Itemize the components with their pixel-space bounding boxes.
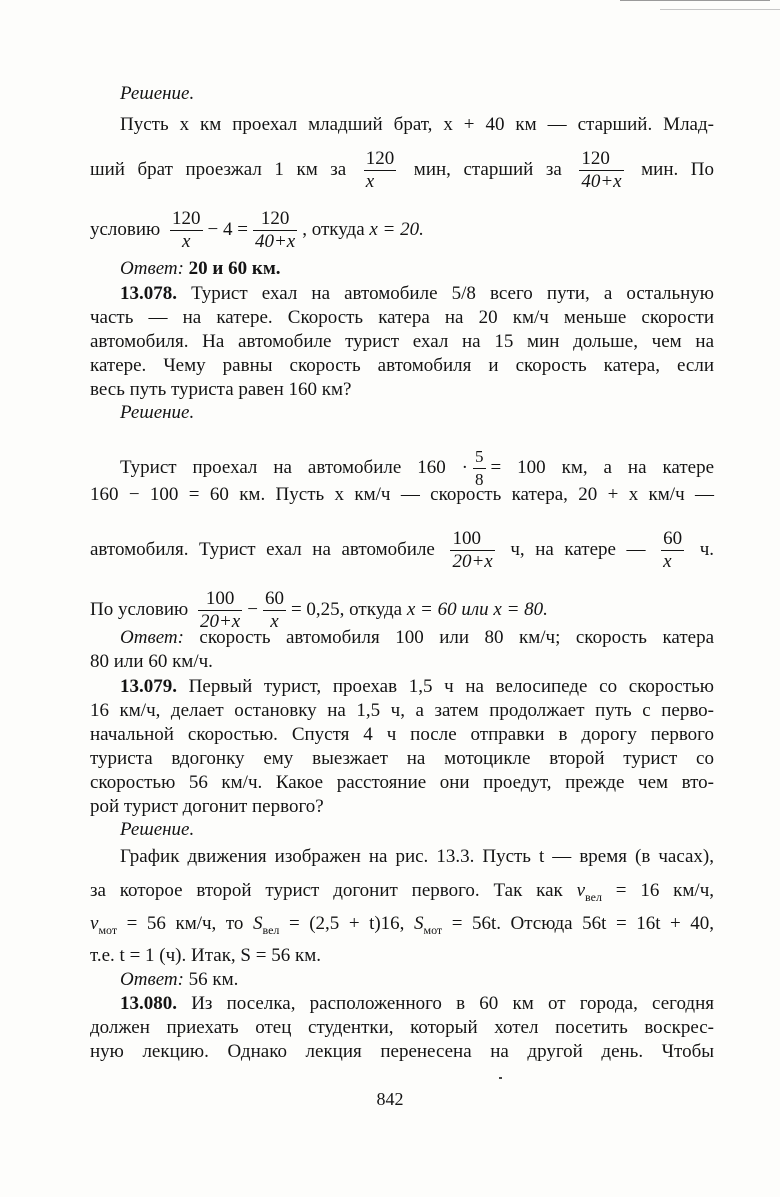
text-line: туриста вдогонку ему выезжает на мотоцикле второй турист со — [90, 748, 714, 769]
solution-heading-3: Решение. — [120, 819, 195, 840]
top-edge-line — [620, 0, 770, 1]
text-line: начальной скоростью. Спустя 4 ч после отправки в дорогу первого — [90, 724, 714, 745]
fraction: $\frac{120}{40+x}$ — [254, 208, 296, 252]
text-line-with-formula: за которое второй турист догонит первого. Так как $v_{вел} = 16$ км/ч, — [90, 880, 715, 904]
text-line: катере. Чему равны скорость автомобиля и скорость катера, если — [90, 355, 714, 376]
problem-13-080-line: 13.080. Из поселка, расположенного в 60 км от города, сегодня — [120, 993, 714, 1014]
fraction: $\frac{120}{x}$ — [365, 148, 395, 192]
answer-line: Ответ: 20 и 60 км. — [120, 258, 281, 279]
answer-line: Ответ: скорость автомобиля 100 или 80 км/ч; скорость катера — [120, 627, 714, 648]
fraction: $\frac{120}{40+x}$ — [581, 148, 622, 192]
fraction: $\frac{120}{x}$ — [172, 208, 201, 252]
text-line: График движения изображен на рис. 13.3. Пусть t — время (в часах), — [120, 846, 714, 867]
fraction: $\frac{100}{20+x}$ — [199, 588, 241, 632]
answer-line: Ответ: 56 км. — [120, 969, 239, 990]
fraction: $\frac{5}{8}$ — [475, 447, 484, 489]
text-line-with-fractions: ший брат проезжал 1 км за $\frac{120}{x}$ мин, старший за $\frac{120}{40+x}$ мин. По — [90, 148, 715, 192]
equation-line: По условию $\frac{100}{20+x}$ − $\frac{60}{x}$ = 0,25, откуда x = 60 или x = 80. — [90, 588, 548, 632]
page-number: 842 — [376, 1089, 404, 1109]
text-line: рой турист догонит первого? — [90, 796, 324, 817]
text-line: 160 − 100 = 60 км. Пусть x км/ч — скорость катера, 20 + x км/ч — — [90, 484, 714, 505]
text-line: весь путь туриста равен 160 км? — [90, 379, 352, 400]
problem-13-078-line: 13.078. Турист ехал на автомобиле 5/8 всего пути, а остальную — [120, 283, 714, 304]
fraction: $\frac{60}{x}$ — [264, 588, 284, 632]
answer-line-cont: 80 или 60 км/ч. — [90, 651, 213, 672]
formula-line: $v_{мот} = 56$ км/ч, то $S_{вел} = (2,5 + t)16$, $S_{мот} = 56t$. Отсюда 56t = 16t + 40, — [90, 913, 715, 937]
text-line: скоростью 56 км/ч. Какое расстояние они проедут, прежде чем вто- — [90, 772, 714, 793]
text-line: ную лекцию. Однако лекция перенесена на другой день. Чтобы — [90, 1041, 714, 1062]
text-line: 16 км/ч, делает остановку на 1,5 ч, а затем продолжает путь с перво- — [90, 700, 714, 721]
equation-line: условию $\frac{120}{x}$ − 4 = $\frac{120}{40+x}$ , откуда x = 20. — [90, 208, 424, 252]
solution-heading-1: Решение. — [120, 83, 195, 104]
solution-heading-2: Решение. — [120, 402, 195, 423]
text-line: должен приехать отец студентки, который хотел посетить воскрес- — [90, 1017, 714, 1038]
text-line-with-fractions: автомобиля. Турист ехал на автомобиле $\frac{100}{20+x}$ ч, на катере — $\frac{60}{x}$ ч. — [90, 528, 715, 572]
text-line: часть — на катере. Скорость катера на 20 км/ч меньше скорости — [90, 307, 714, 328]
scan-speck — [499, 1077, 502, 1079]
text-line: т.е. t = 1 (ч). Итак, S = 56 км. — [90, 945, 321, 966]
fraction: $\frac{100}{20+x}$ — [452, 528, 493, 572]
text-line-with-fraction: Турист проехал на автомобиле 160 · $\frac{5}{8}$ = 100 км, а на катере — [120, 447, 714, 489]
text-line: автомобиля. На автомобиле турист ехал на 15 мин дольше, чем на — [90, 331, 714, 352]
fraction: $\frac{60}{x}$ — [663, 528, 683, 572]
problem-13-079-line: 13.079. Первый турист, проехав 1,5 ч на велосипеде со скоростью — [120, 676, 715, 697]
top-edge-line-2 — [660, 9, 780, 10]
text-line: Пусть x км проехал младший брат, x + 40 км — старший. Млад- — [120, 114, 714, 135]
